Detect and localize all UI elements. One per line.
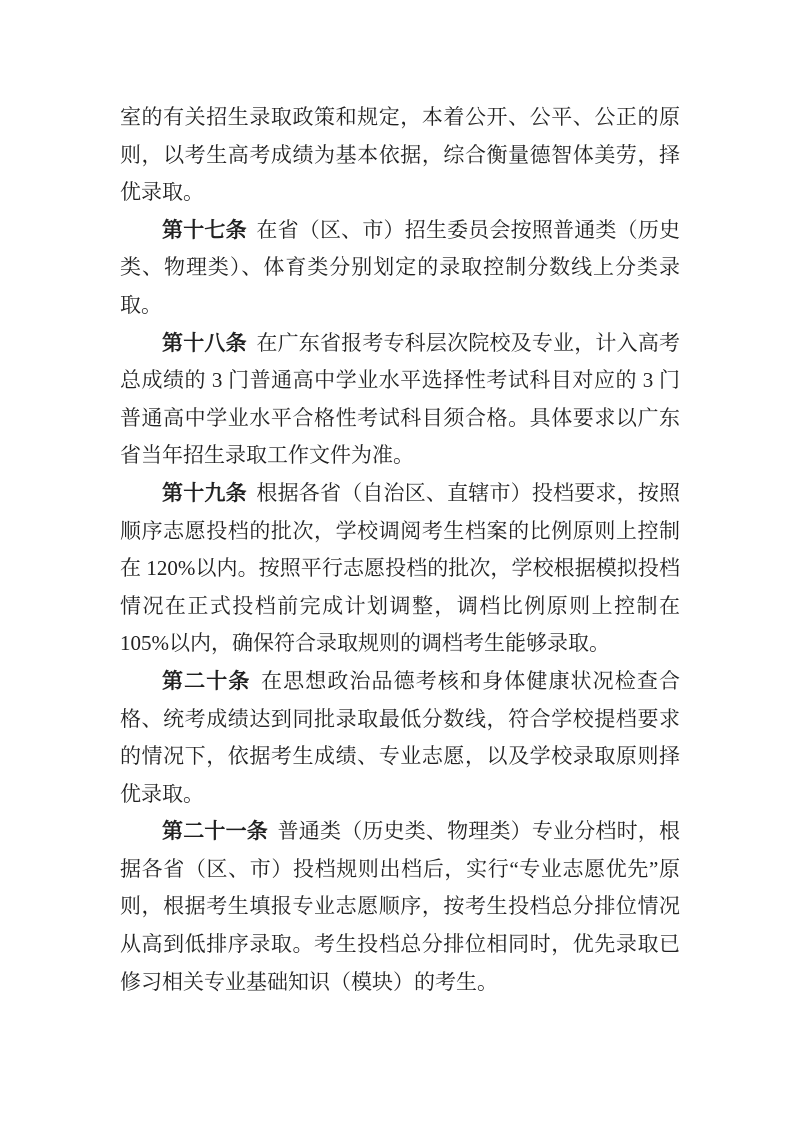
paragraph-article-20 bbox=[120, 663, 680, 813]
paragraph-article-17 bbox=[120, 212, 680, 325]
paragraph-continuation bbox=[120, 99, 680, 212]
paragraph-text: 在省（区、市）招生委员会按照普通类（历史类、物理类）、体育类分别划定的录取控制分数线上分类录取。 bbox=[120, 217, 681, 317]
article-number: 第十七条 bbox=[162, 217, 247, 242]
paragraph-text: 普通类（历史类、物理类）专业分档时，根据各省（区、市）投档规则出档后，实行“专业志愿优先”原则，根据考生填报专业志愿顺序，按考生投档总分排位情况从高到低排序录取。考生投档总分排位相同时，优先录取已修习相关专业基础知识（模块）的考生。 bbox=[120, 819, 681, 994]
document-body bbox=[120, 99, 680, 1001]
paragraph-text: 在思想政治品德考核和身体健康状况检查合格、统考成绩达到同批录取最低分数线，符合学校提档要求的情况下，依据考生成绩、专业志愿，以及学校录取原则择优录取。 bbox=[120, 668, 681, 806]
paragraph-text: 室的有关招生录取政策和规定，本着公开、公平、公正的原则，以考生高考成绩为基本依据，综合衡量德智体美劳，择优录取。 bbox=[120, 105, 680, 205]
article-number: 第二十条 bbox=[162, 668, 251, 693]
paragraph-article-18 bbox=[120, 325, 680, 475]
article-number: 第十八条 bbox=[162, 330, 247, 355]
article-number: 第二十一条 bbox=[162, 819, 268, 844]
paragraph-text: 根据各省（自治区、直辖市）投档要求，按照顺序志愿投档的批次，学校调阅考生档案的比例原则上控制在 120%以内。按照平行志愿投档的批次，学校根据模拟投档情况在正式投档前完成计划调整，调档比例原则上控制在 105%以内，确保符合录取规则的调档考生能够录取。 bbox=[120, 480, 681, 656]
paragraph-article-19 bbox=[120, 475, 680, 663]
paragraph-article-21 bbox=[120, 813, 680, 1001]
article-number: 第十九条 bbox=[162, 480, 247, 505]
paragraph-text: 在广东省报考专科层次院校及专业，计入高考总成绩的 3 门普通高中学业水平选择性考试科目对应的 3 门普通高中学业水平合格性考试科目须合格。具体要求以广东省当年招生录取工作文件为准。 bbox=[120, 330, 681, 468]
